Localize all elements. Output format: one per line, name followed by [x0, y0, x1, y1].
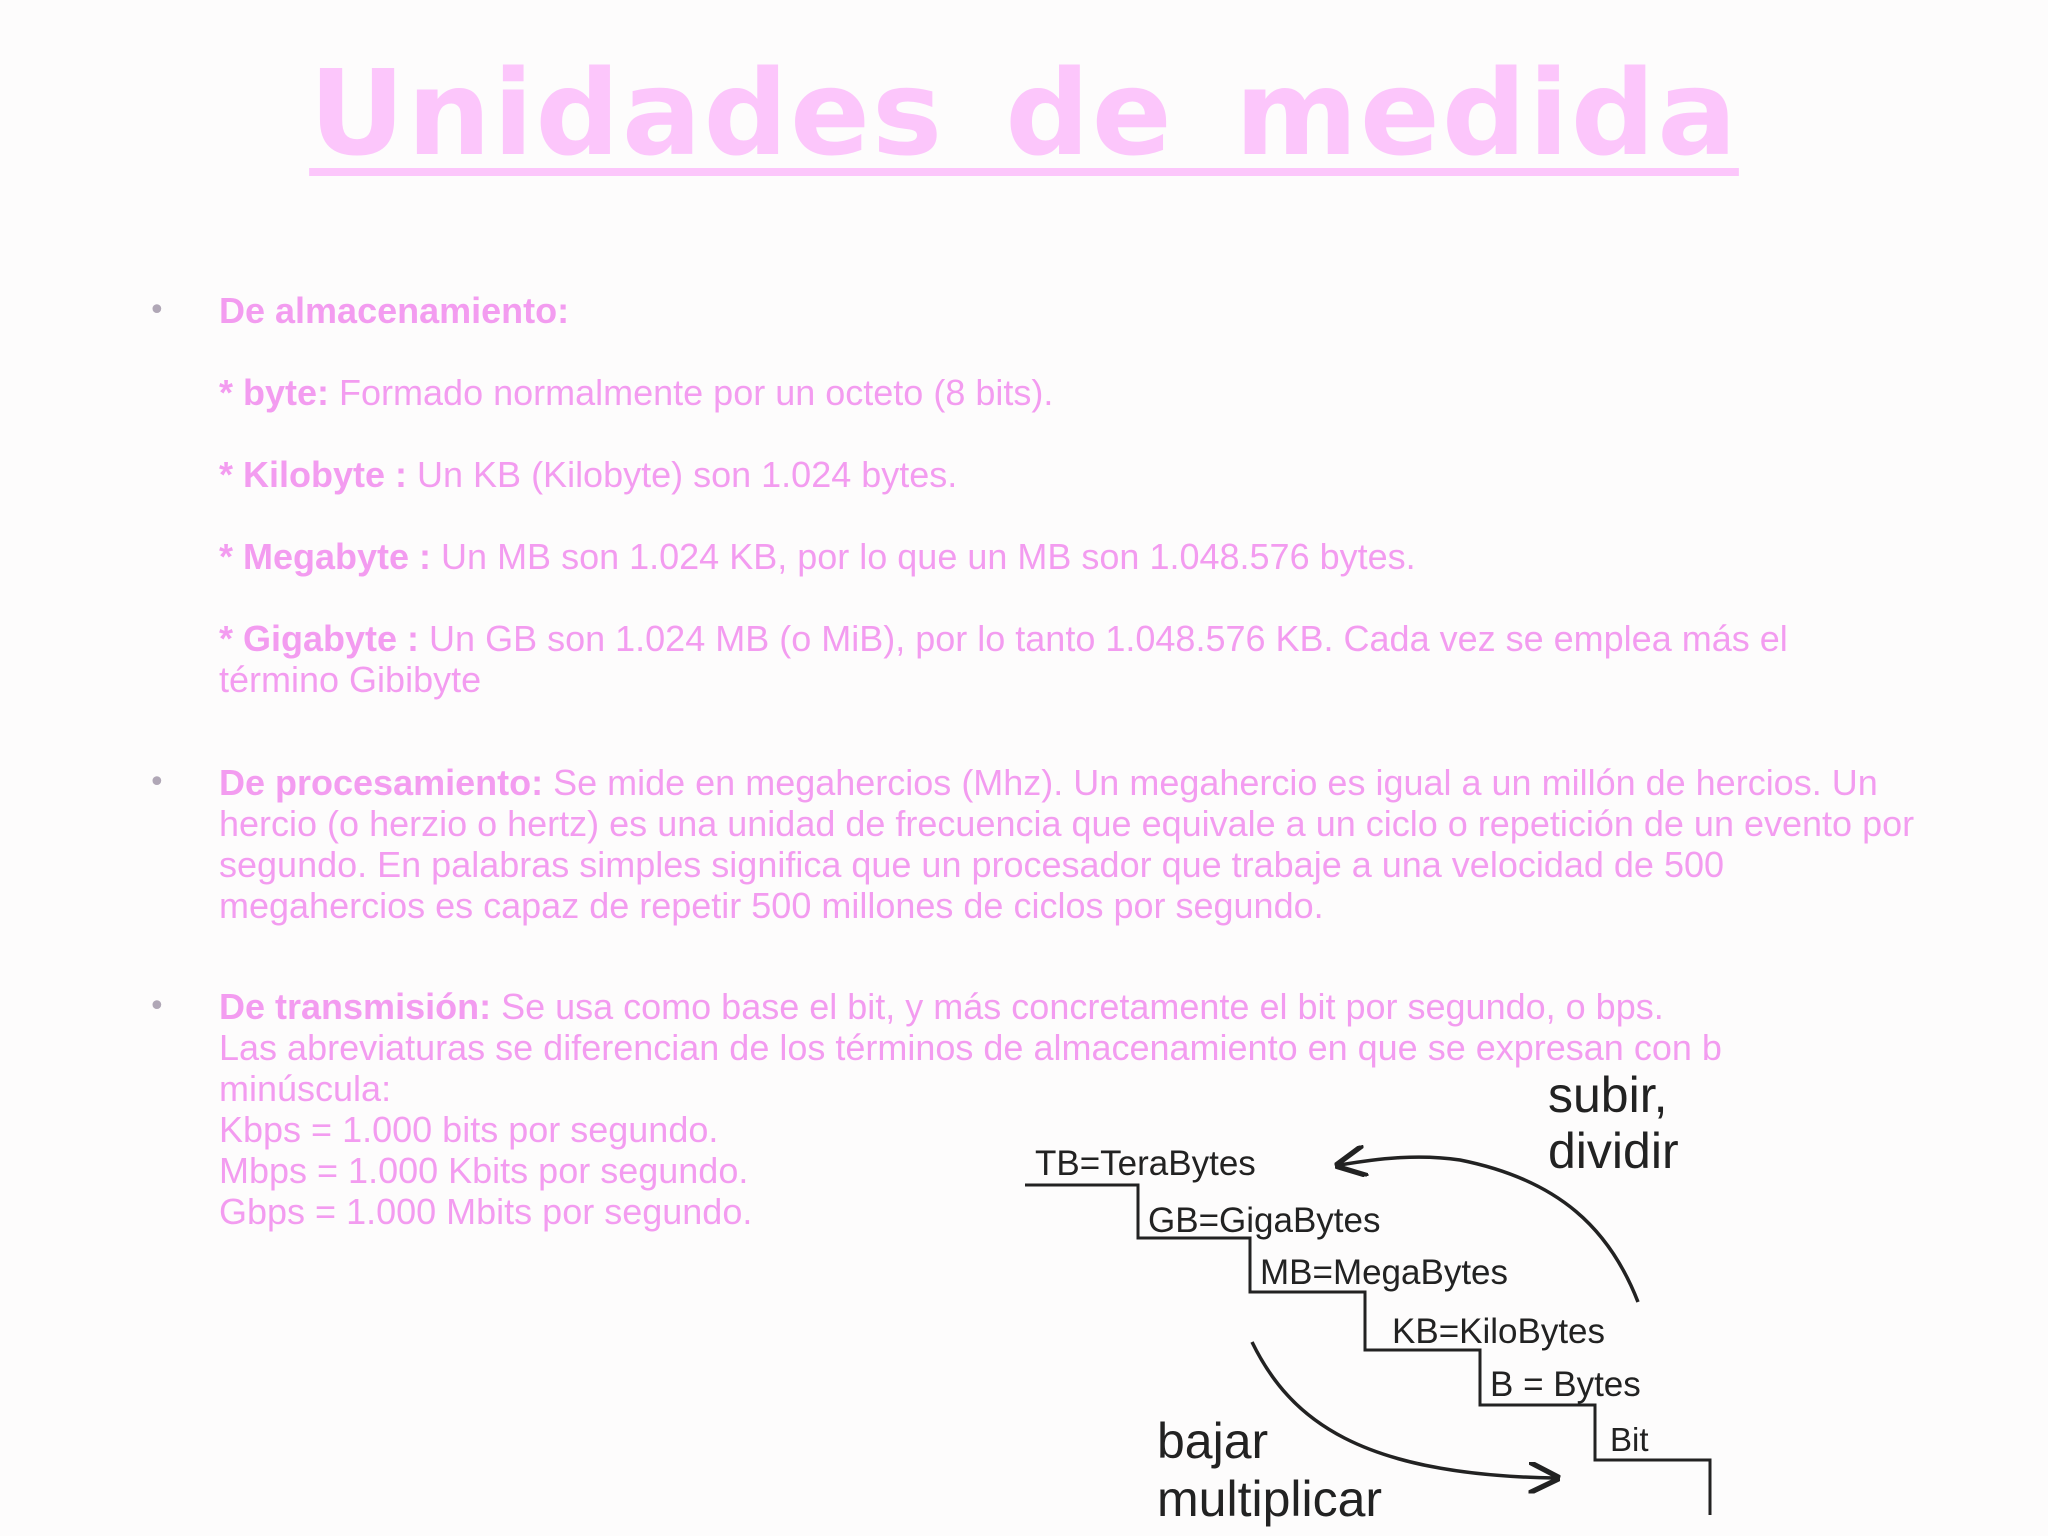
item-byte: * byte: Formado normalmente por un octeto (8 bits). [219, 372, 1054, 413]
bullet-dot: • [148, 765, 166, 800]
item-megabyte: * Megabyte : Un MB son 1.024 KB, por lo que un MB son 1.048.576 bytes. [219, 536, 1416, 577]
up-label-line1: subir, [1548, 1070, 1668, 1123]
item-gigabyte: * Gigabyte : Un GB son 1.024 MB (o MiB), por lo tanto 1.048.576 KB. Cada vez se emplea más el término Gibibyte [219, 618, 1788, 700]
step-terabytes: TB=TeraBytes [1035, 1144, 1256, 1183]
rate-gbps: Gbps = 1.000 Mbits por segundo. [219, 1191, 753, 1232]
down-label-line2: multiplicar [1157, 1471, 1383, 1527]
item-kilobyte: * Kilobyte : Un KB (Kilobyte) son 1.024 bytes. [219, 454, 958, 495]
procesamiento-paragraph: De procesamiento: Se mide en megahercios (Mhz). Un megahercio es igual a un millón de hercios. Un hercio (o herzio o hertz) es una unidad de frecuencia que equivale a un ciclo o repetición de un evento por segundo. En palabras simples significa que un procesador que trabaje a una velocidad de 500 megahercios es capaz de repetir 500 millones de ciclos por segundo. [219, 762, 1915, 926]
up-label-line2: dividir [1548, 1123, 1679, 1179]
transmision-paragraph: De transmisión: Se usa como base el bit, y más concretamente el bit por segundo, o bps. Las abreviaturas se diferencian de los términos de almacenamiento en que se expresan con b minúscula: Kbps = 1.000 bits por segundo. Mbps = 1.000 Kbits por segundo. Gbps = 1.000 Mbits por segundo. [219, 986, 1722, 1232]
step-bytes: B = Bytes [1490, 1365, 1641, 1404]
page-title: Unidades de medida [309, 44, 1739, 182]
step-kilobytes: KB=KiloBytes [1392, 1312, 1606, 1351]
down-arrow [1252, 1342, 1555, 1478]
rate-kbps: Kbps = 1.000 bits por segundo. [219, 1109, 719, 1150]
rate-mbps: Mbps = 1.000 Kbits por segundo. [219, 1150, 749, 1191]
almacenamiento-heading: De almacenamiento: [219, 290, 570, 331]
bullet-dot: • [148, 293, 166, 328]
step-gigabytes: GB=GigaBytes [1148, 1201, 1381, 1240]
down-label-line1: bajar [1157, 1413, 1269, 1469]
bullet-dot: • [148, 989, 166, 1024]
step-megabytes: MB=MegaBytes [1260, 1253, 1509, 1292]
units-staircase-diagram [1000, 1070, 1760, 1536]
step-bit: Bit [1610, 1421, 1649, 1458]
